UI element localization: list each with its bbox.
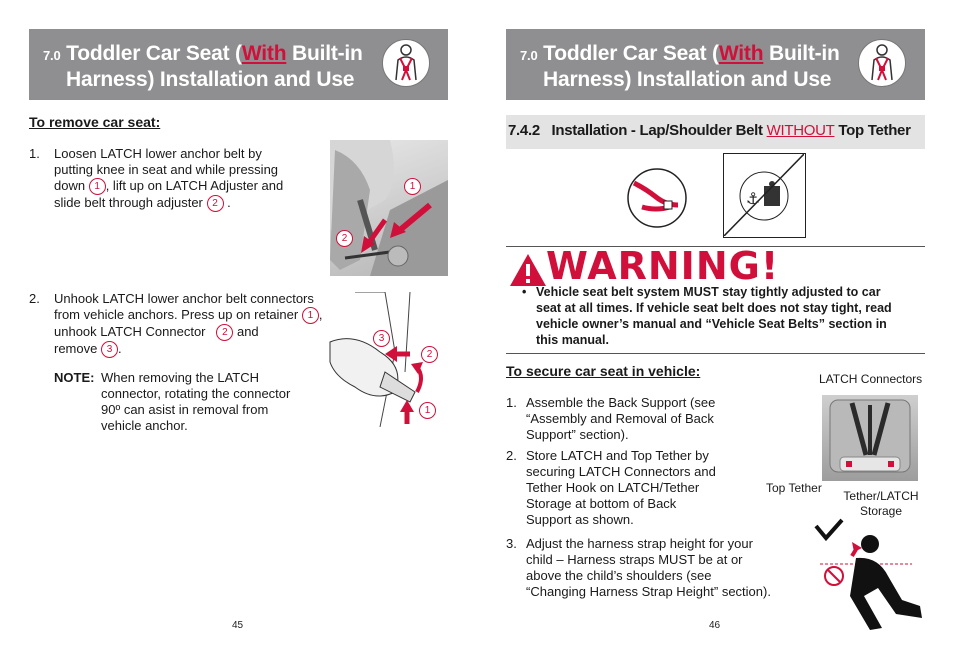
remove-seat-title: To remove car seat:	[29, 114, 161, 130]
text-line: above the child’s shoulders (see	[526, 568, 712, 583]
callout-2: 2	[216, 324, 233, 341]
step-number: 2.	[506, 448, 517, 463]
text-line: putting knee in seat and while pressing	[54, 162, 279, 177]
note-block	[54, 370, 314, 434]
text-line: .	[227, 195, 231, 211]
text-line: vehicle owner’s manual and “Vehicle Seat Belts” section in	[536, 317, 887, 331]
text-line: slide belt through adjuster	[54, 195, 203, 211]
callout-2: 2	[207, 195, 224, 212]
step-number: 1.	[506, 395, 517, 410]
text-line: , lift up on LATCH Adjuster and	[105, 178, 284, 193]
section-number: 7.0	[520, 48, 538, 63]
remove-step-1	[29, 146, 329, 212]
step-number: 1.	[29, 146, 40, 161]
storage-label	[843, 489, 919, 519]
title-part: Harness) Installation and Use	[66, 68, 355, 91]
latch-adjuster-photo	[330, 140, 448, 276]
subsection-title	[508, 122, 911, 139]
title-part: Toddler Car Seat (	[543, 42, 719, 65]
latch-connectors-label: LATCH Connectors	[819, 372, 923, 386]
text-line: down	[54, 178, 86, 193]
title-part: Harness) Installation and Use	[543, 68, 832, 91]
title-with: With	[718, 42, 764, 65]
lap-belt-icon	[626, 167, 688, 229]
illus-callout-2: 2	[421, 346, 438, 363]
section-number: 7.0	[43, 48, 61, 63]
callout-1: 1	[302, 307, 319, 324]
warning-text	[522, 284, 922, 348]
title-part: Toddler Car Seat (	[66, 42, 242, 65]
illus-callout-3: 3	[373, 330, 390, 347]
text-line: ,	[318, 307, 323, 322]
text-line: Loosen LATCH lower anchor belt by	[54, 146, 262, 161]
warning-word: WARNING!	[546, 244, 780, 288]
top-tether-label: Top Tether	[766, 481, 822, 495]
illus-callout-1: 1	[419, 402, 436, 419]
text-line: Storage at bottom of Back	[526, 496, 677, 511]
divider-bottom	[506, 353, 925, 354]
text-line: When removing the LATCH	[101, 370, 259, 385]
text-line: Support” section).	[526, 427, 629, 442]
text-line: this manual.	[536, 333, 609, 347]
text-line: child – Harness straps MUST be at or	[526, 552, 743, 567]
text-line: “Assembly and Removal of Back	[526, 411, 714, 426]
remove-step-2	[29, 291, 339, 358]
harness-child-icon	[382, 39, 430, 87]
secure-step-1	[506, 395, 796, 443]
text-line: 90º can asist in removal from	[101, 402, 269, 417]
text-line: securing LATCH Connectors and	[526, 464, 716, 479]
callout-3: 3	[101, 341, 118, 358]
harness-height-illustration	[812, 518, 930, 632]
secure-seat-title: To secure car seat in vehicle:	[506, 363, 701, 379]
callout-1: 1	[89, 178, 106, 195]
step-number: 3.	[506, 536, 517, 551]
text-line: .	[117, 341, 122, 357]
photo-callout-1: 1	[404, 178, 421, 195]
page-number-left: 45	[232, 620, 244, 631]
bullet: •	[522, 285, 527, 299]
text-line: from vehicle anchors. Press up on retainer	[54, 307, 299, 322]
text-line: Storage	[859, 504, 903, 518]
text-line: Unhook LATCH lower anchor belt connectors	[54, 291, 314, 306]
text-line: vehicle anchor.	[101, 418, 188, 433]
title-part: Built-in	[286, 42, 363, 65]
text-line: and	[233, 324, 259, 340]
text-line: Tether Hook on LATCH/Tether	[526, 480, 700, 495]
photo-callout-2: 2	[336, 230, 353, 247]
title-part: Installation - Lap/Shoulder Belt	[551, 122, 767, 139]
text-line: Support as shown.	[526, 512, 634, 527]
text-line: “Changing Harness Strap Height” section).	[526, 584, 771, 599]
back-support-photo	[822, 395, 918, 481]
harness-child-icon	[858, 39, 906, 87]
text-line: Vehicle seat belt system MUST stay tightly adjusted to car	[536, 285, 881, 299]
text-line: Assemble the Back Support (see	[526, 395, 716, 410]
latch-connector-illustration	[325, 292, 448, 427]
title-with: With	[241, 42, 287, 65]
right-header-title	[520, 42, 840, 92]
subsection-number: 7.4.2	[508, 122, 540, 139]
text-line: remove	[54, 341, 98, 357]
text-line: Adjust the harness strap height for your	[526, 536, 753, 551]
text-line: seat at all times. If vehicle seat belt does not stay tight, read	[536, 301, 892, 315]
text-line: connector, rotating the connector	[101, 386, 291, 401]
no-top-tether-icon	[723, 153, 806, 238]
text-line: Tether/LATCH	[843, 489, 919, 503]
step-number: 2.	[29, 291, 40, 306]
svg-text:⚓: ⚓	[746, 189, 761, 208]
left-header-title	[43, 42, 363, 92]
secure-step-3	[506, 536, 796, 600]
page-number-right: 46	[709, 620, 721, 631]
note-label: NOTE:	[54, 370, 95, 385]
title-part: Built-in	[763, 42, 840, 65]
text-line: unhook LATCH Connector	[54, 324, 206, 340]
secure-step-2	[506, 448, 796, 528]
title-without: WITHOUT	[766, 122, 835, 139]
title-part: Top Tether	[834, 122, 911, 139]
warning-triangle-icon	[508, 252, 548, 288]
text-line: Store LATCH and Top Tether by	[526, 448, 709, 463]
